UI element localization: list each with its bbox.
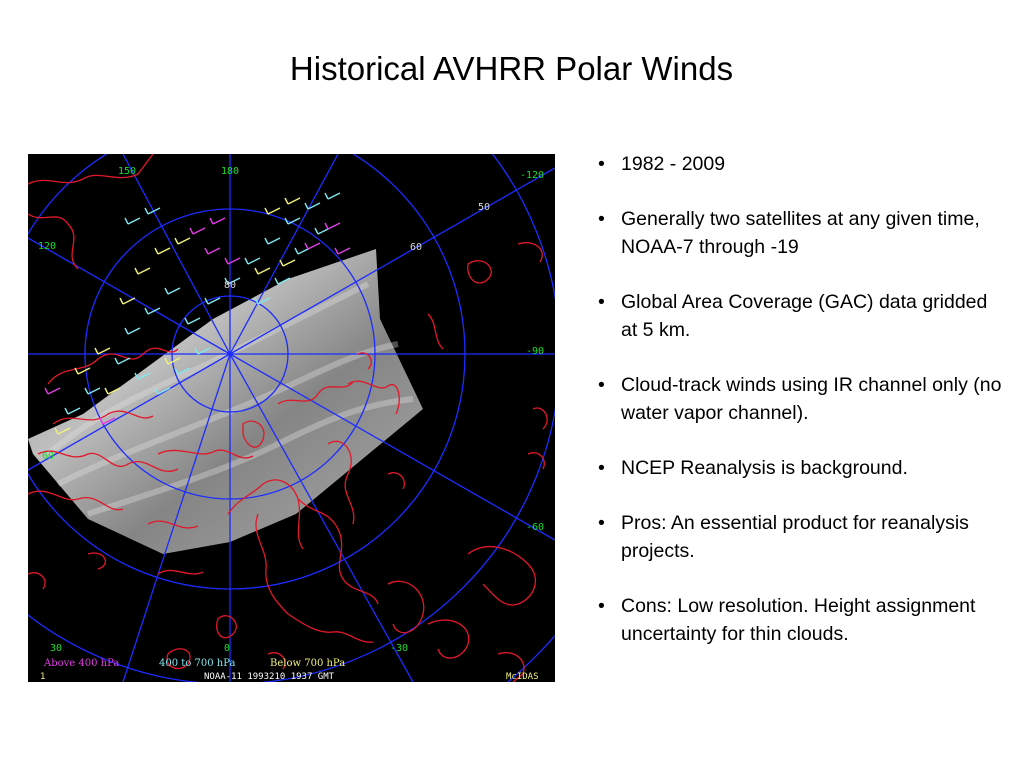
bullet-dot: • (598, 512, 605, 534)
lon-label-m30: -30 (390, 643, 409, 654)
bullet-text: Generally two satellites at any given time, NOAA-7 through -19 (621, 208, 980, 258)
legend-above: Above 400 hPa (44, 658, 120, 669)
lat-label-60: 60 (410, 242, 423, 253)
bullet-item (596, 454, 1006, 482)
lon-label-m120: -120 (520, 170, 545, 181)
frame-number: 1 (40, 672, 46, 682)
bullet-text: NCEP Reanalysis is background. (621, 457, 908, 479)
lon-label-0: 0 (224, 643, 231, 654)
lat-label-80: 80 (224, 280, 237, 291)
bullet-dot: • (598, 291, 605, 313)
slide-title: Historical AVHRR Polar Winds (289, 50, 734, 87)
legend-below: Below 700 hPa (270, 658, 346, 669)
bullet-item (596, 509, 1006, 565)
bullet-item (596, 288, 1006, 344)
bullet-dot: • (598, 208, 605, 230)
bullet-text: Cloud-track winds using IR channel only (no water vapor channel). (621, 374, 1002, 424)
bullet-text: 1982 - 2009 (621, 153, 726, 175)
software-label: McIDAS (506, 672, 539, 682)
bullet-text: Pros: An essential product for reanalysis projects. (621, 512, 969, 562)
polar-projection-map (28, 154, 555, 682)
bullet-item (596, 371, 1006, 427)
lon-label-m90: -90 (526, 346, 545, 357)
image-caption: NOAA-11 1993210 1937 GMT (204, 672, 335, 682)
bullet-item (596, 150, 1006, 178)
lon-label-30: 30 (50, 643, 63, 654)
bullet-text: Cons: Low resolution. Height assignment uncertainty for thin clouds. (621, 595, 976, 645)
lon-label-180: 180 (221, 166, 240, 177)
bullet-item (596, 592, 1006, 648)
legend (43, 658, 345, 669)
lon-label-m60: -60 (526, 522, 545, 533)
bullet-item (596, 205, 1006, 261)
lon-label-60: 60 (42, 451, 55, 462)
bullet-list (596, 150, 1006, 675)
lon-label-150: 150 (118, 166, 137, 177)
lon-label-120: 120 (38, 241, 57, 252)
bullet-dot: • (598, 374, 605, 396)
lat-label-50: 50 (478, 202, 491, 213)
bullet-dot: • (598, 457, 605, 479)
polar-winds-image (28, 154, 555, 682)
bullet-text: Global Area Coverage (GAC) data gridded at 5 km. (621, 291, 988, 341)
bullet-dot: • (598, 595, 605, 617)
legend-mid: 400 to 700 hPa (159, 658, 236, 669)
bullet-dot: • (598, 153, 605, 175)
